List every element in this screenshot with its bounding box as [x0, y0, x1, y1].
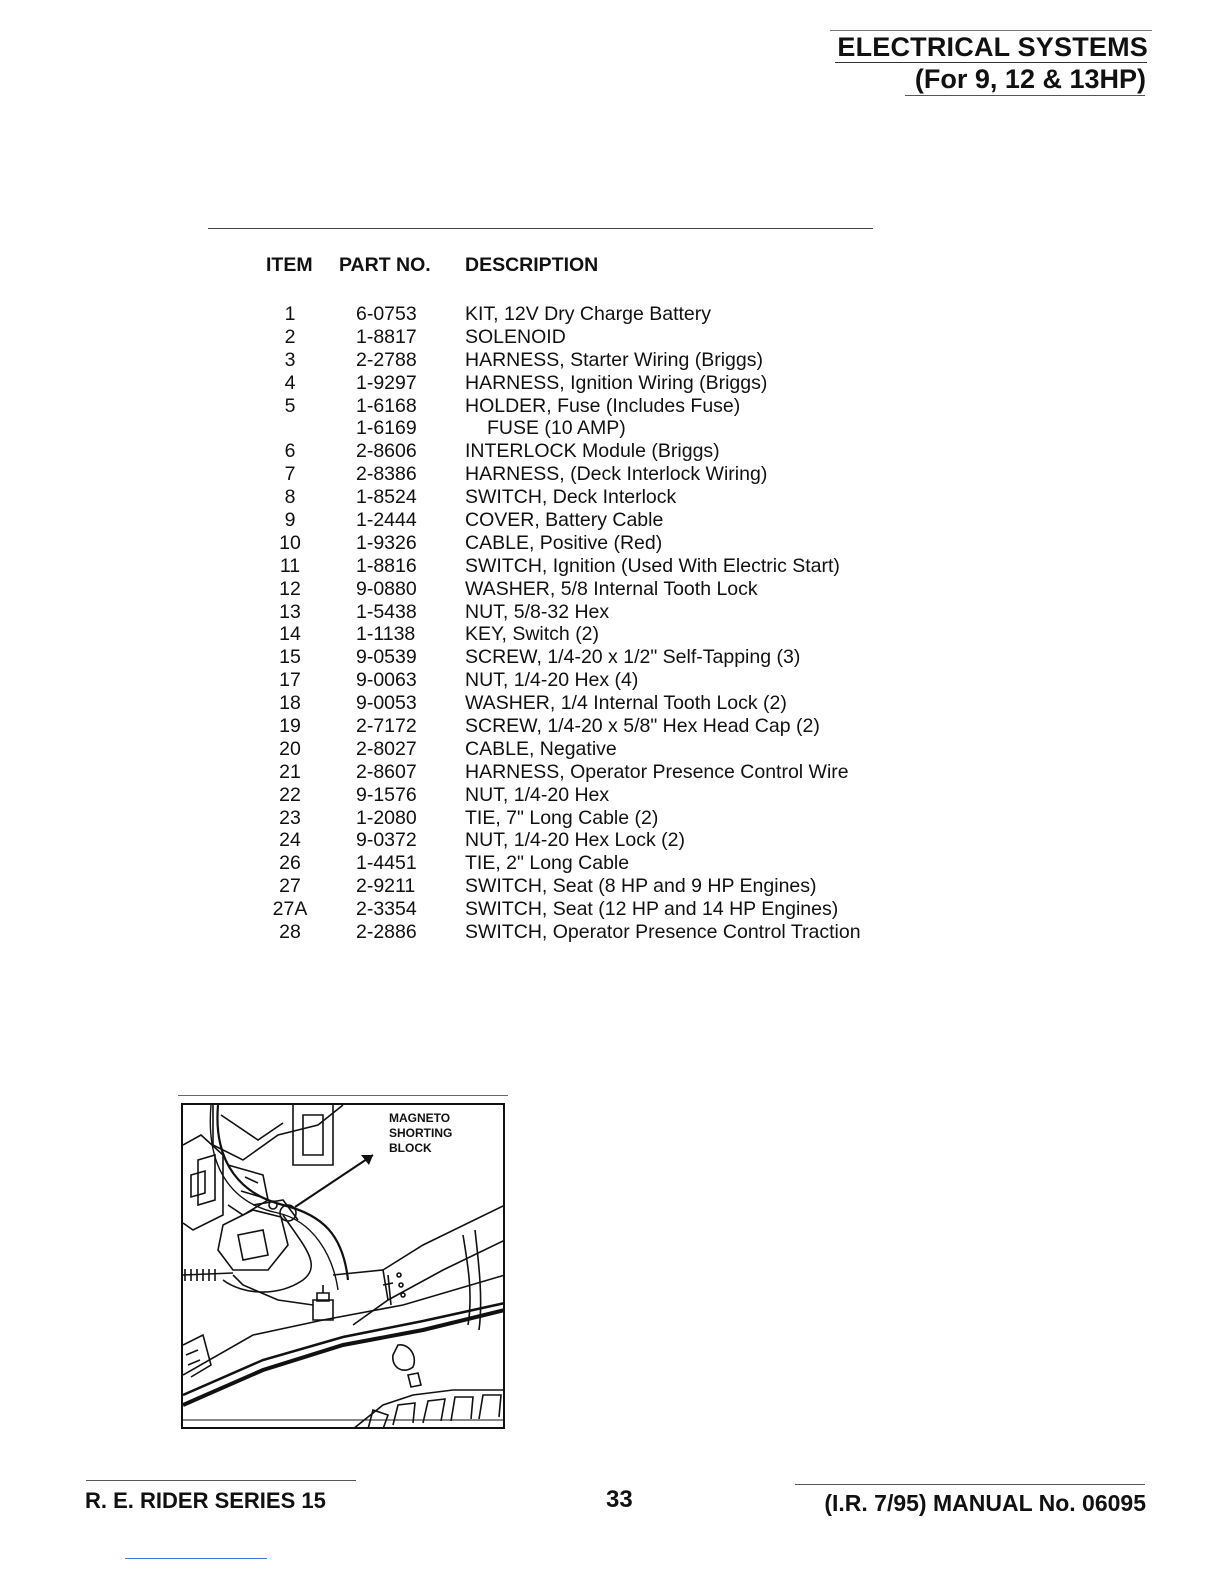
footer-manual-number: (I.R. 7/95) MANUAL No. 06095 [824, 1490, 1146, 1516]
part-number: 2-8027 [356, 737, 417, 760]
part-number: 1-2080 [356, 806, 417, 829]
magneto-callout-label [389, 1111, 452, 1156]
footer-series: R. E. RIDER SERIES 15 [85, 1488, 326, 1513]
part-description: CABLE, Negative [465, 737, 617, 760]
table-row [0, 898, 900, 921]
part-number: 2-3354 [356, 898, 417, 921]
part-number: 1-6168 [356, 394, 417, 417]
table-row [0, 784, 900, 807]
table-top-rule [208, 228, 873, 229]
bottom-rule [125, 1558, 267, 1559]
part-description: KEY, Switch (2) [465, 623, 600, 646]
part-description: SCREW, 1/4-20 x 5/8" Hex Head Cap (2) [465, 715, 820, 738]
part-description: HARNESS, Ignition Wiring (Briggs) [465, 371, 768, 394]
page-subtitle: (For 9, 12 & 13HP) [914, 64, 1146, 94]
part-number: 1-8817 [356, 325, 417, 348]
column-header-description: DESCRIPTION [465, 254, 599, 276]
part-number: 9-0063 [356, 669, 417, 692]
part-description: NUT, 1/4-20 Hex [465, 783, 610, 806]
table-row [0, 875, 900, 898]
table-row [0, 555, 900, 578]
item-number: 5 [284, 394, 296, 417]
table-row [0, 601, 900, 624]
item-number: 17 [279, 669, 301, 692]
part-description: SWITCH, Ignition (Used With Electric Start) [465, 554, 840, 577]
part-number: 1-2444 [356, 509, 417, 532]
magneto-diagram [181, 1103, 505, 1429]
part-description: WASHER, 1/4 Internal Tooth Lock (2) [465, 692, 787, 715]
item-number: 26 [279, 852, 301, 875]
table-row [0, 509, 900, 532]
table-row [0, 417, 900, 440]
table-row [0, 692, 900, 715]
callout-line: SHORTING [389, 1126, 453, 1140]
part-description: SOLENOID [465, 325, 566, 348]
item-number: 2 [284, 325, 296, 348]
part-number: 2-8386 [356, 463, 417, 486]
column-header-part-no: PART NO. [339, 254, 431, 276]
part-description: INTERLOCK Module (Briggs) [465, 440, 720, 463]
part-description: SWITCH, Seat (12 HP and 14 HP Engines) [465, 898, 839, 921]
table-row [0, 486, 900, 509]
table-row [0, 761, 900, 784]
item-number: 10 [279, 531, 301, 554]
part-description: HARNESS, Starter Wiring (Briggs) [465, 348, 763, 371]
part-description: CABLE, Positive (Red) [465, 531, 663, 554]
title-top-rule [830, 30, 1152, 31]
table-row [0, 349, 900, 372]
table-row [0, 829, 900, 852]
table-row [0, 395, 900, 418]
item-number: 8 [284, 486, 296, 509]
part-number: 9-0053 [356, 692, 417, 715]
table-row [0, 303, 900, 326]
callout-line: MAGNETO [389, 1111, 451, 1125]
part-number: 1-8524 [356, 486, 417, 509]
table-row [0, 440, 900, 463]
table-row [0, 532, 900, 555]
subtitle-underline [905, 95, 1145, 96]
table-row [0, 921, 900, 944]
part-number: 1-5438 [356, 600, 417, 623]
item-number: 11 [279, 554, 301, 577]
part-description: TIE, 2" Long Cable [465, 852, 630, 875]
item-number: 28 [279, 921, 301, 944]
part-description: SWITCH, Operator Presence Control Traction [465, 921, 861, 944]
part-description: NUT, 1/4-20 Hex (4) [465, 669, 639, 692]
part-description: HOLDER, Fuse (Includes Fuse) [465, 394, 741, 417]
item-number: 6 [284, 440, 296, 463]
item-number: 22 [279, 783, 301, 806]
part-description: FUSE (10 AMP) [487, 417, 626, 440]
diagram-top-rule [178, 1095, 508, 1096]
item-number: 27A [272, 898, 308, 921]
item-number: 23 [279, 806, 301, 829]
table-row [0, 738, 900, 761]
part-description: SWITCH, Seat (8 HP and 9 HP Engines) [465, 875, 817, 898]
title-underline [835, 62, 1147, 63]
table-row [0, 372, 900, 395]
table-row [0, 326, 900, 349]
item-number: 18 [279, 692, 301, 715]
column-header-item: ITEM [266, 254, 313, 276]
part-number: 2-8606 [356, 440, 417, 463]
part-number: 1-9297 [356, 371, 417, 394]
table-row [0, 623, 900, 646]
item-number: 19 [279, 715, 301, 738]
part-number: 6-0753 [356, 303, 417, 325]
part-description: HARNESS, (Deck Interlock Wiring) [465, 463, 768, 486]
table-row [0, 669, 900, 692]
part-number: 2-2886 [356, 921, 417, 944]
part-number: 2-7172 [356, 715, 417, 738]
part-description: WASHER, 5/8 Internal Tooth Lock [465, 577, 758, 600]
item-number: 4 [284, 371, 296, 394]
item-number: 3 [284, 348, 296, 371]
part-description: NUT, 1/4-20 Hex Lock (2) [465, 829, 685, 852]
item-number: 1 [284, 303, 296, 325]
item-number: 12 [279, 577, 301, 600]
item-number: 24 [279, 829, 301, 852]
part-number: 2-2788 [356, 348, 417, 371]
part-description: TIE, 7" Long Cable (2) [465, 806, 659, 829]
table-row [0, 715, 900, 738]
item-number: 9 [284, 509, 296, 532]
item-number: 7 [284, 463, 296, 486]
part-description: HARNESS, Operator Presence Control Wire [465, 760, 849, 783]
engine-illustration [183, 1105, 505, 1429]
part-description: NUT, 5/8-32 Hex [465, 600, 610, 623]
page-title: ELECTRICAL SYSTEMS [837, 32, 1148, 62]
part-number: 1-1138 [356, 623, 416, 646]
item-number: 21 [279, 760, 301, 783]
part-description: COVER, Battery Cable [465, 509, 664, 532]
table-row [0, 852, 900, 875]
part-number: 9-0880 [356, 577, 417, 600]
part-description: KIT, 12V Dry Charge Battery [465, 303, 712, 325]
callout-line: BLOCK [389, 1141, 432, 1155]
table-row [0, 646, 900, 669]
part-number: 9-1576 [356, 783, 417, 806]
part-number: 2-9211 [356, 875, 416, 898]
item-number: 20 [279, 737, 301, 760]
part-number: 1-6169 [356, 417, 417, 440]
table-row [0, 463, 900, 486]
table-row [0, 807, 900, 830]
footer-left-rule [86, 1480, 356, 1481]
item-number: 13 [279, 600, 301, 623]
item-number: 14 [279, 623, 301, 646]
part-number: 2-8607 [356, 760, 417, 783]
part-description: SCREW, 1/4-20 x 1/2" Self-Tapping (3) [465, 646, 801, 669]
table-row [0, 578, 900, 601]
part-number: 1-8816 [356, 554, 417, 577]
item-number: 27 [279, 875, 301, 898]
part-number: 9-0539 [356, 646, 417, 669]
part-number: 1-9326 [356, 531, 417, 554]
part-number: 9-0372 [356, 829, 417, 852]
page-number: 33 [606, 1486, 633, 1513]
item-number: 15 [279, 646, 301, 669]
parts-rows [0, 303, 900, 944]
part-number: 1-4451 [356, 852, 417, 875]
footer-right-rule [795, 1484, 1145, 1485]
part-description: SWITCH, Deck Interlock [465, 486, 677, 509]
